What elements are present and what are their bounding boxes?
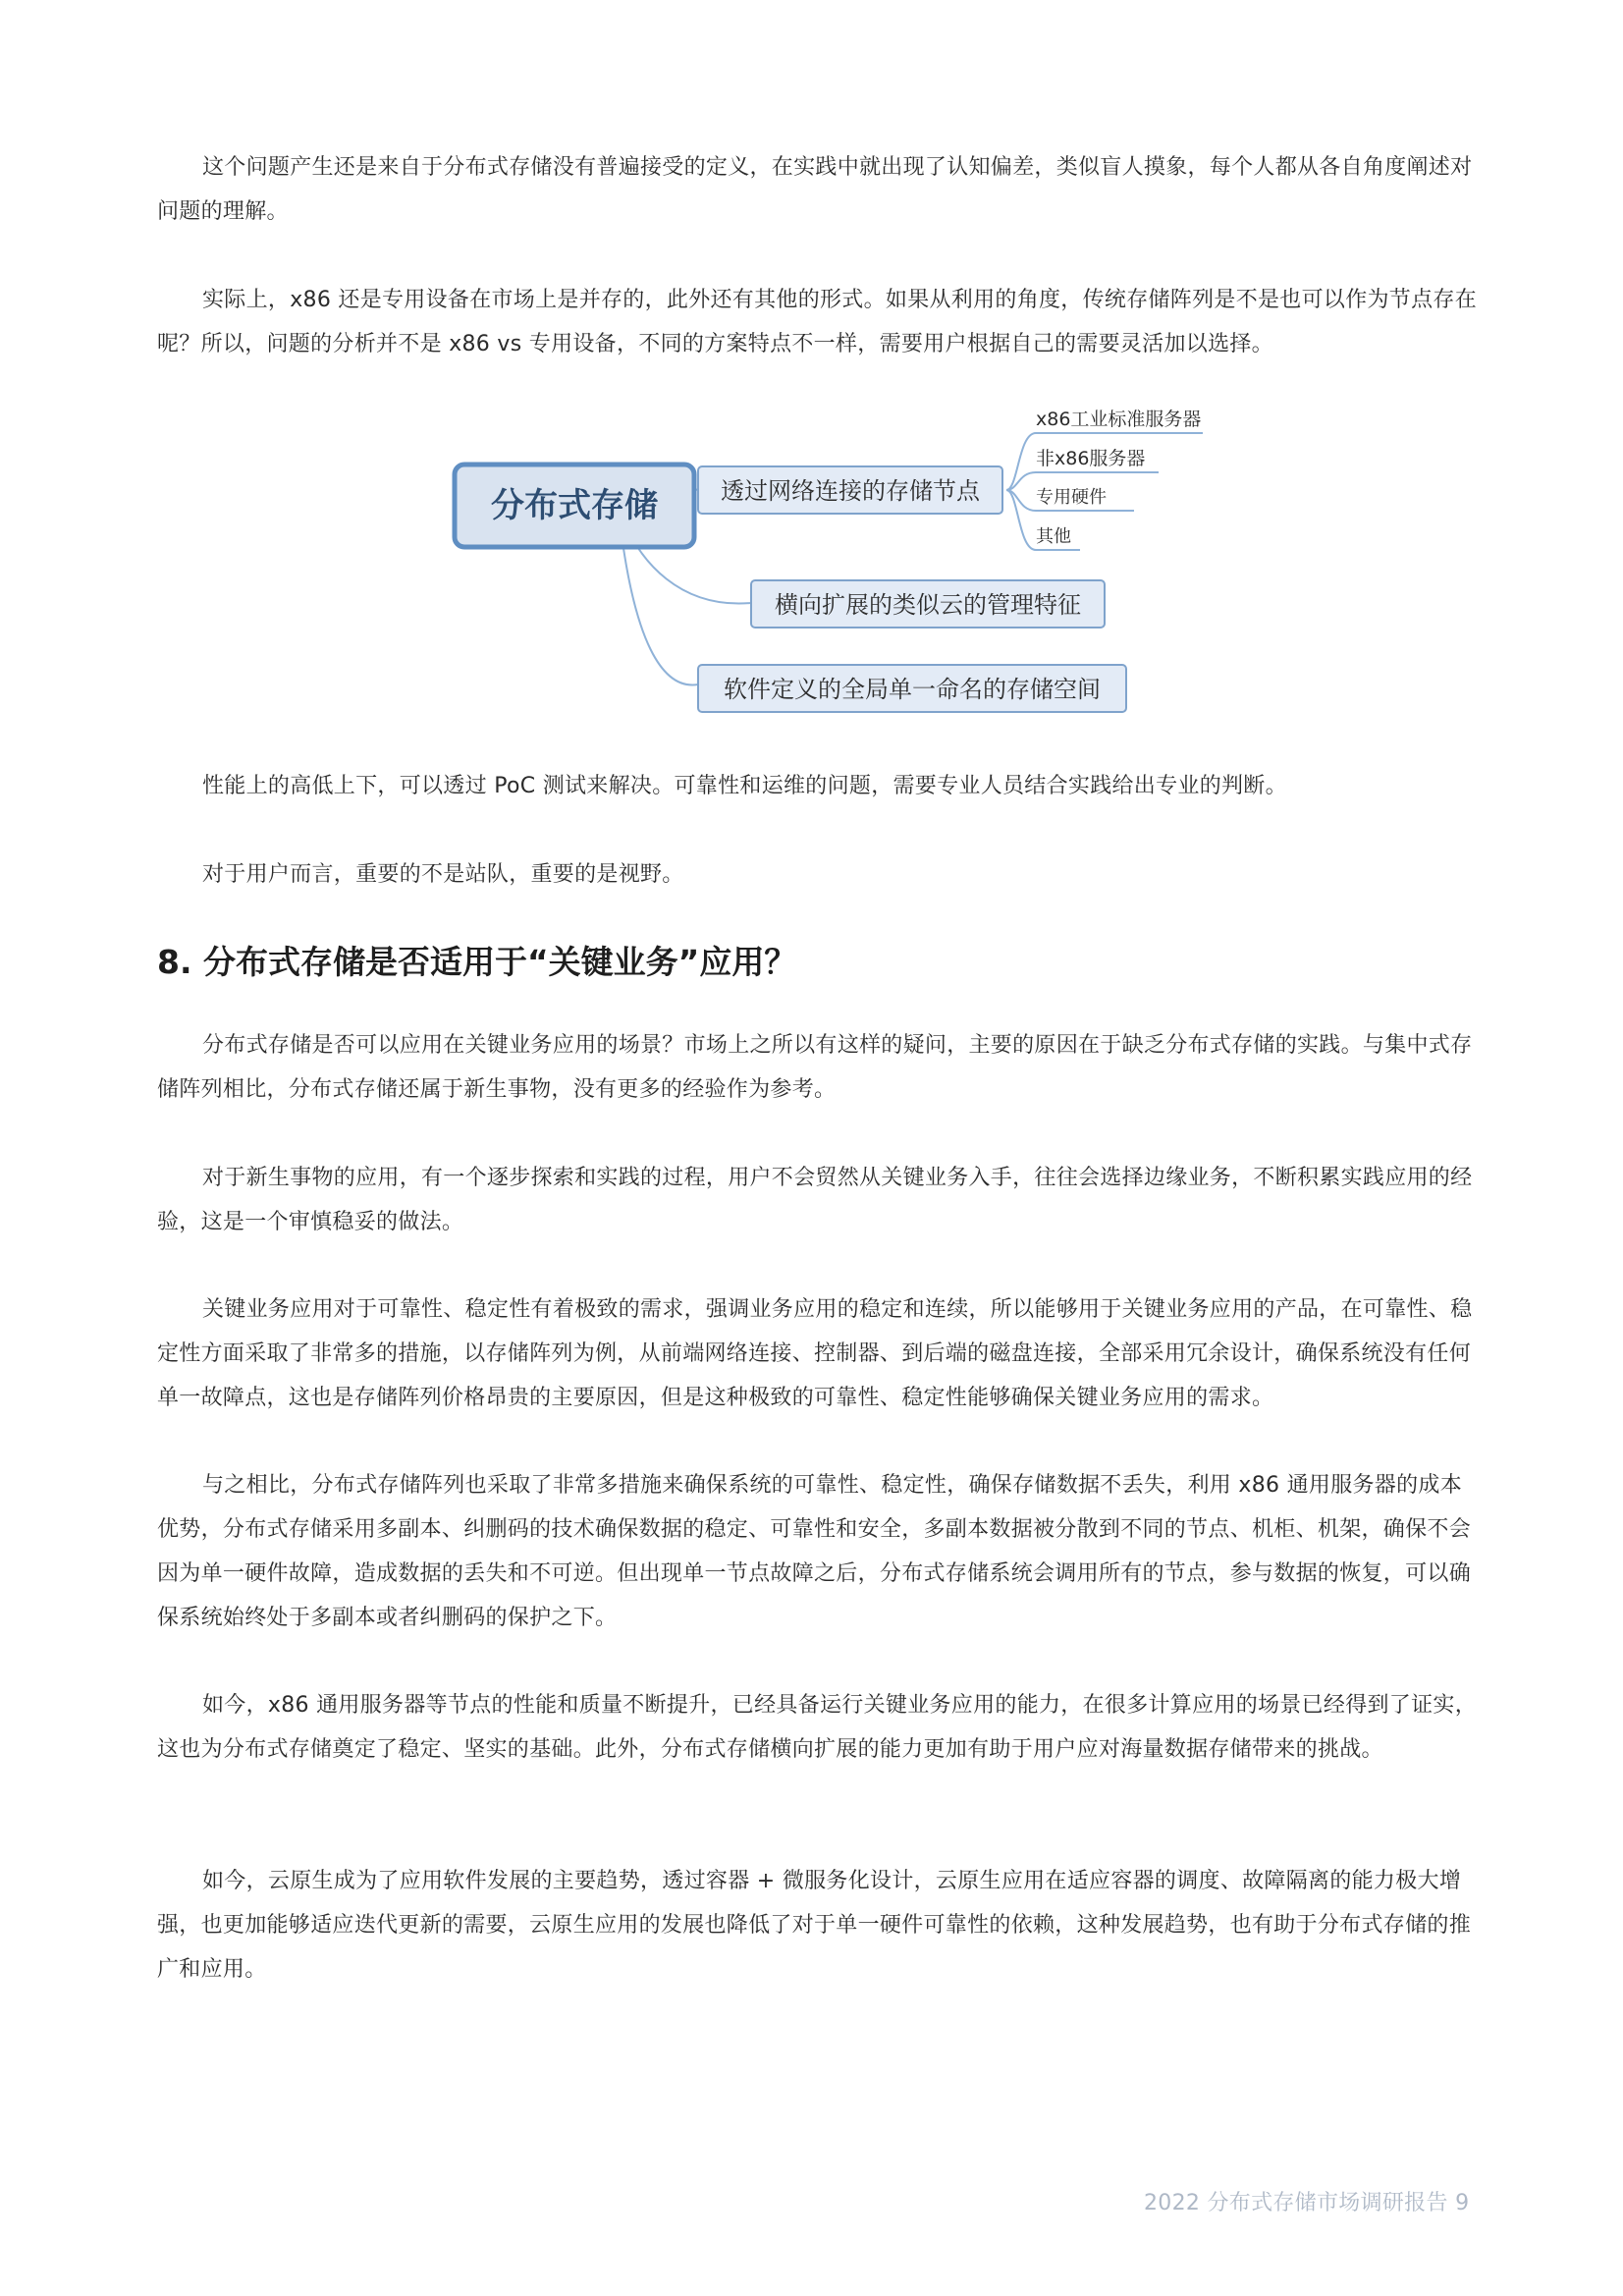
mindmap-root-node xyxy=(455,465,694,547)
section-heading: 8. 分布式存储是否适用于“关键业务”应用？ xyxy=(157,943,797,981)
paragraph-10: 如今，云原生成为了应用软件发展的主要趋势，透过容器 + 微服务化设计，云原生应用在适应容器的调度、故障隔离的能力极大增强，也更加能够适应迭代更新的需要，云原生应用的发展也降低了对于单一硬件可靠性的依赖，这种发展趋势，也有助于分布式存储的推广和应用。 xyxy=(157,1869,1472,1982)
mindmap-branch2-label: 横向扩展的类似云的管理特征 xyxy=(775,591,1081,619)
mindmap-leaf-other: 其他 xyxy=(1036,526,1071,547)
paragraph-7: 关键业务应用对于可靠性、稳定性有着极致的需求，强调业务应用的稳定和连续，所以能够用于关键业务应用的产品，在可靠性、稳定性方面采取了非常多的措施，以存储阵列为例，从前端网络连接、控制器、到后端的磁盘连接，全部采用冗余设计，确保系统没有任何单一故障点，这也是存储阵列价格昂贵的主要原因，但是这种极致的可靠性、稳定性能够确保关键业务应用的需求。 xyxy=(157,1297,1473,1410)
mindmap-leaf-x86: x86工业标准服务器 xyxy=(1036,409,1202,430)
mindmap-branch-scale-out xyxy=(751,580,1105,628)
mindmap-root-label: 分布式存储 xyxy=(491,486,658,525)
paragraph-4: 对于用户而言，重要的不是站队，重要的是视野。 xyxy=(202,862,684,887)
mindmap-diagram xyxy=(447,388,1222,732)
paragraph-9: 如今，x86 通用服务器等节点的性能和质量不断提升，已经具备运行关键业务应用的能力，在很多计算应用的场景已经得到了证实，这也为分布式存储奠定了稳定、坚实的基础。此外，分布式存储横向扩展的能力更加有助于用户应对海量数据存储带来的挑战。 xyxy=(157,1693,1478,1762)
paragraph-3: 性能上的高低上下，可以透过 PoC 测试来解决。可靠性和运维的问题，需要专业人员结合实践给出专业的判断。 xyxy=(202,774,1287,798)
page-footer: 2022 分布式存储市场调研报告 9 xyxy=(1144,2191,1470,2215)
mindmap-branch-software-defined xyxy=(698,665,1126,712)
mindmap-branch-storage-nodes xyxy=(698,466,1002,514)
paragraph-8: 与之相比，分布式存储阵列也采取了非常多措施来确保系统的可靠性、稳定性，确保存储数据不丢失，利用 x86 通用服务器的成本优势，分布式存储采用多副本、纠删码的技术确保数据的稳定、可靠性和安全，多副本数据被分散到不同的节点、机柜、机架，确保不会因为单一硬件故障，造成数据的丢失和不可逆。但出现单一节点故障之后，分布式存储系统会调用所有的节点，参与数据的恢复，可以确保系统始终处于多副本或者纠删码的保护之下。 xyxy=(157,1473,1472,1630)
mindmap-leaf-non-x86: 非x86服务器 xyxy=(1036,448,1146,469)
mindmap-branch1-label: 透过网络连接的存储节点 xyxy=(721,477,980,505)
paragraph-6: 对于新生事物的应用，有一个逐步探索和实践的过程，用户不会贸然从关键业务入手，往往会选择边缘业务，不断积累实践应用的经验，这是一个审慎稳妥的做法。 xyxy=(157,1166,1473,1234)
mindmap-branch3-label: 软件定义的全局单一命名的存储空间 xyxy=(724,676,1101,703)
paragraph-1: 这个问题产生还是来自于分布式存储没有普遍接受的定义，在实践中就出现了认知偏差，类似盲人摸象，每个人都从各自角度阐述对问题的理解。 xyxy=(157,155,1473,224)
paragraph-2: 实际上，x86 还是专用设备在市场上是并存的，此外还有其他的形式。如果从利用的角度，传统存储阵列是不是也可以作为节点存在呢？所以，问题的分析并不是 x86 vs 专用设备，不同的方案特点不一样，需要用户根据自己的需要灵活加以选择。 xyxy=(157,288,1478,356)
mindmap-leaf-dedicated-hardware: 专用硬件 xyxy=(1036,487,1107,508)
paragraph-5: 分布式存储是否可以应用在关键业务应用的场景？市场上之所以有这样的疑问，主要的原因在于缺乏分布式存储的实践。与集中式存储阵列相比，分布式存储还属于新生事物，没有更多的经验作为参考。 xyxy=(157,1033,1473,1102)
